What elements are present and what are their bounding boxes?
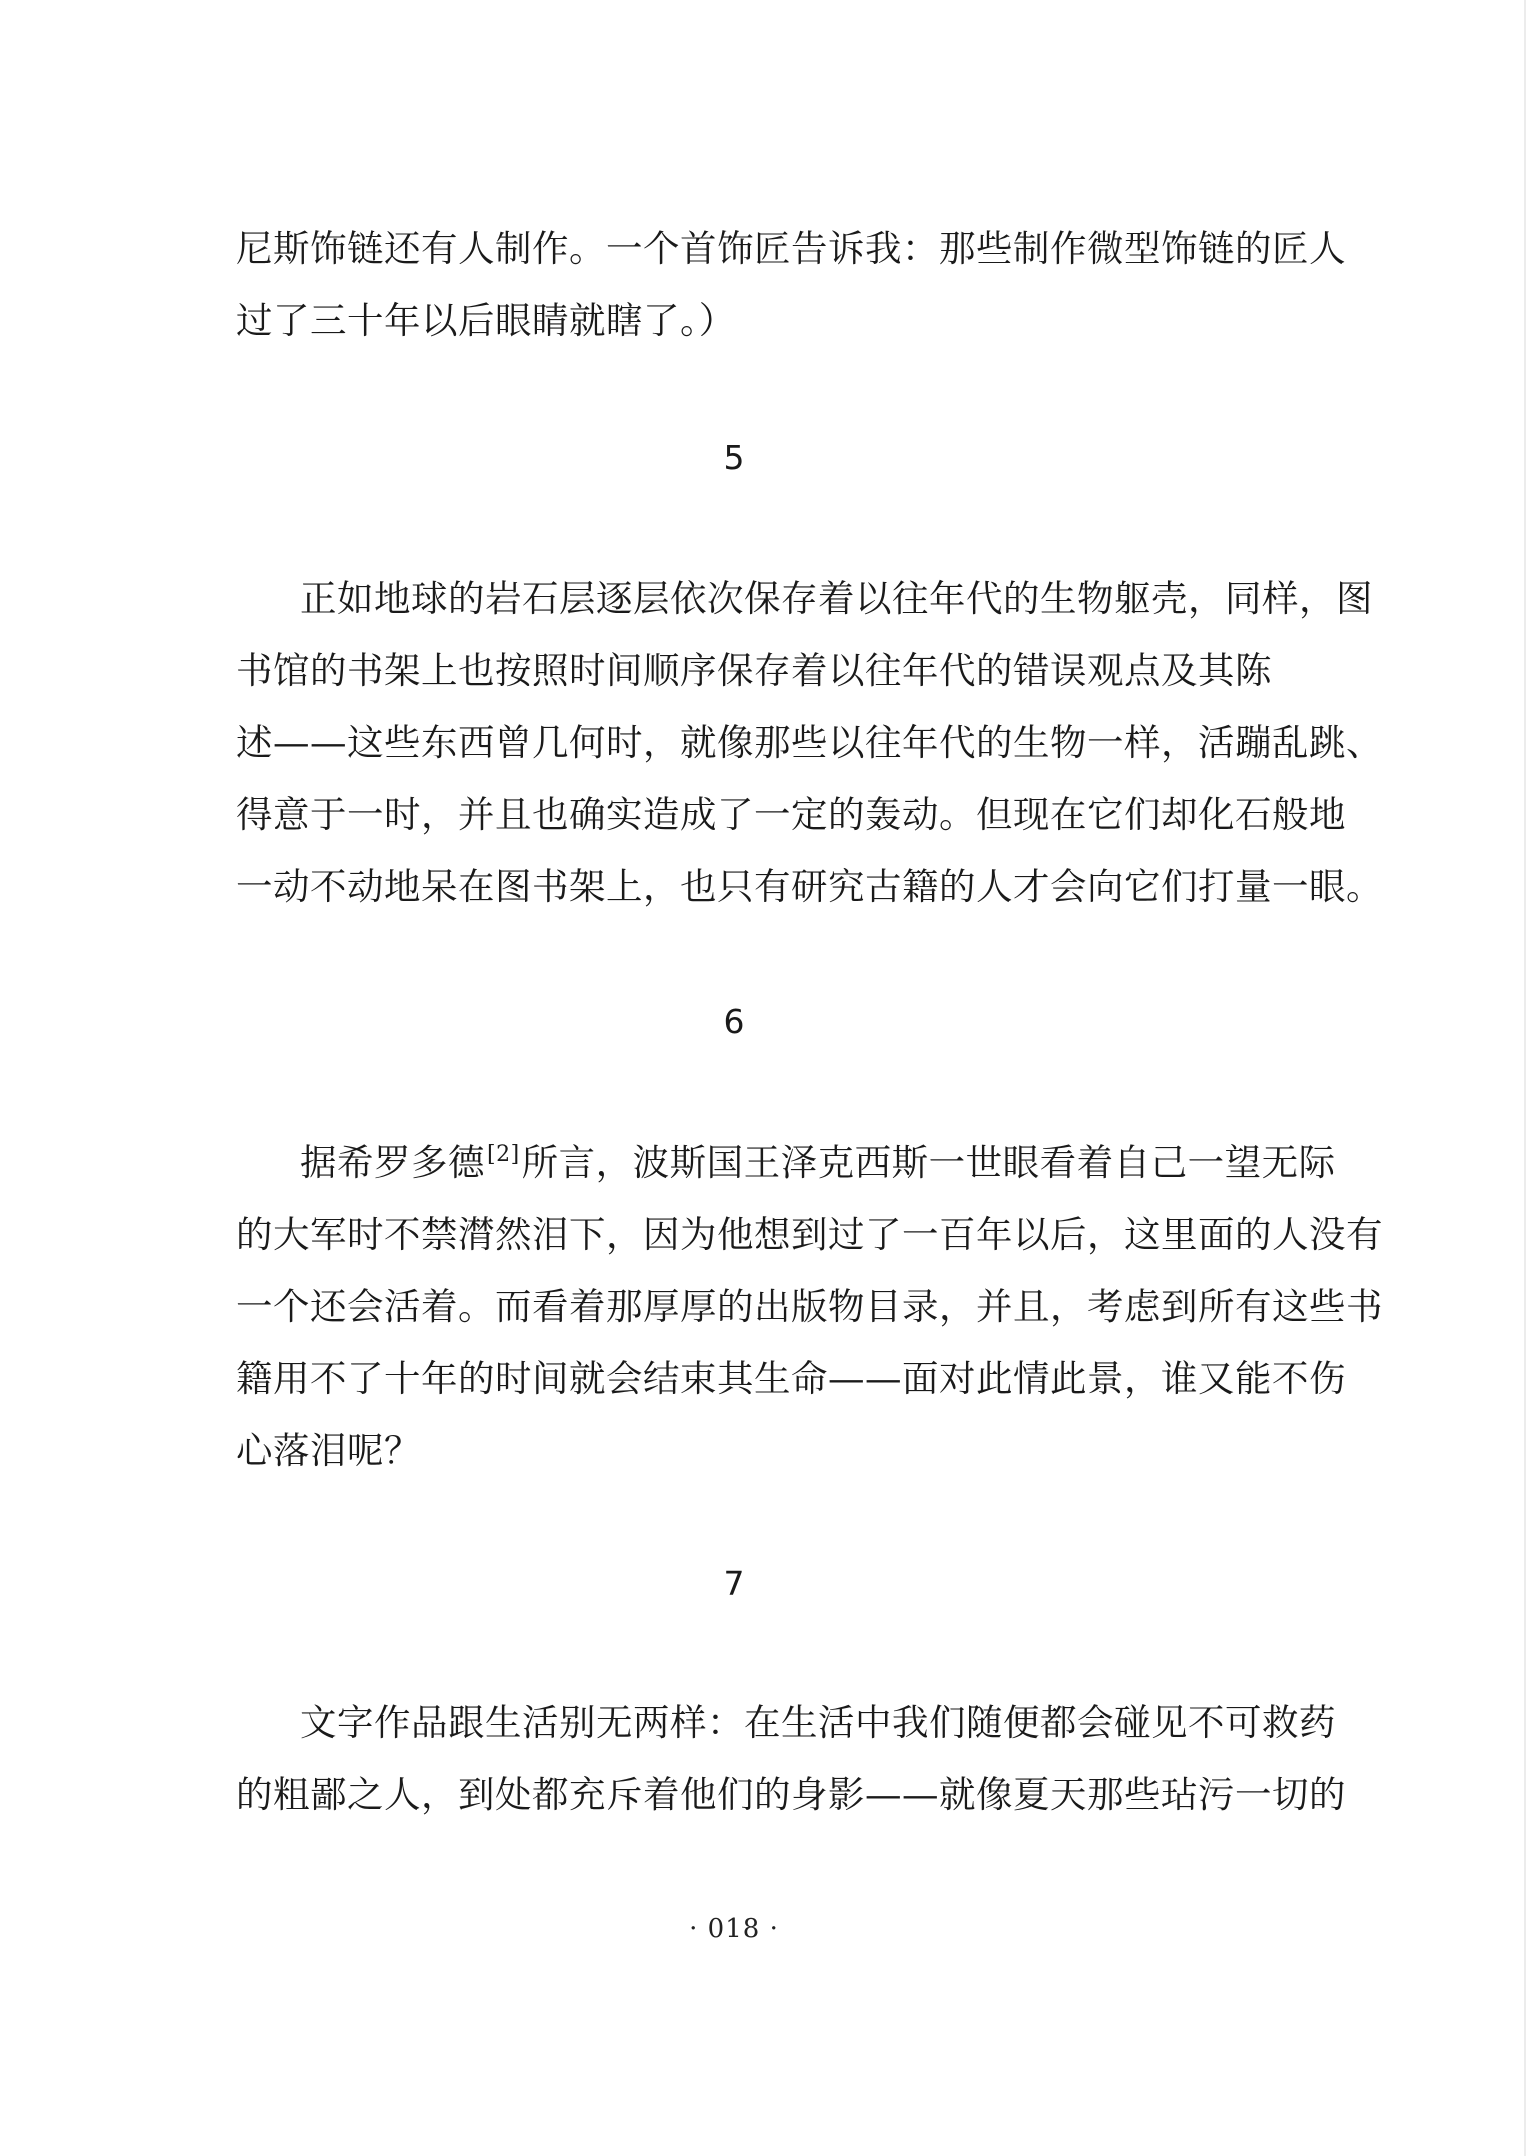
text-line: 一个还会活着。而看着那厚厚的出版物目录，并且，考虑到所有这些书 (236, 1285, 1383, 1328)
text-line: 尼斯饰链还有人制作。一个首饰匠告诉我：那些制作微型饰链的匠人 (236, 227, 1346, 270)
text-line: 文字作品跟生活别无两样：在生活中我们随便都会碰见不可救药 (300, 1701, 1336, 1744)
text-segment: 所言，波斯国王泽克西斯一世眼看着自己一望无际 (521, 1141, 1336, 1184)
text-line: 心落泪呢？ (236, 1429, 421, 1472)
section-number-5: 5 (723, 438, 745, 477)
text-line: 书馆的书架上也按照时间顺序保存着以往年代的错误观点及其陈 (236, 649, 1272, 692)
text-line: 正如地球的岩石层逐层依次保存着以往年代的生物躯壳，同样，图 (300, 577, 1373, 620)
text-line: 的粗鄙之人，到处都充斥着他们的身影——就像夏天那些玷污一切的 (236, 1773, 1346, 1816)
text-line: 述——这些东西曾几何时，就像那些以往年代的生物一样，活蹦乱跳、 (236, 721, 1383, 764)
text-line-with-footnote (300, 1140, 1336, 1186)
text-line: 的大军时不禁潸然泪下，因为他想到过了一百年以后，这里面的人没有 (236, 1213, 1383, 1256)
text-line: 得意于一时，并且也确实造成了一定的轰动。但现在它们却化石般地 (236, 793, 1346, 836)
page-edge-divider (1524, 0, 1526, 2156)
section-number-7: 7 (723, 1564, 745, 1603)
text-segment: 据希罗多德 (300, 1141, 485, 1184)
footnote-marker[interactable]: [2] (487, 1142, 520, 1167)
text-line: 一动不动地呆在图书架上，也只有研究古籍的人才会向它们打量一眼。 (236, 865, 1383, 908)
section-number-6: 6 (723, 1002, 745, 1041)
text-line: 籍用不了十年的时间就会结束其生命——面对此情此景，谁又能不伤 (236, 1357, 1346, 1400)
text-line: 过了三十年以后眼睛就瞎了。） (236, 299, 736, 342)
page-number: · 018 · (689, 1914, 779, 1944)
